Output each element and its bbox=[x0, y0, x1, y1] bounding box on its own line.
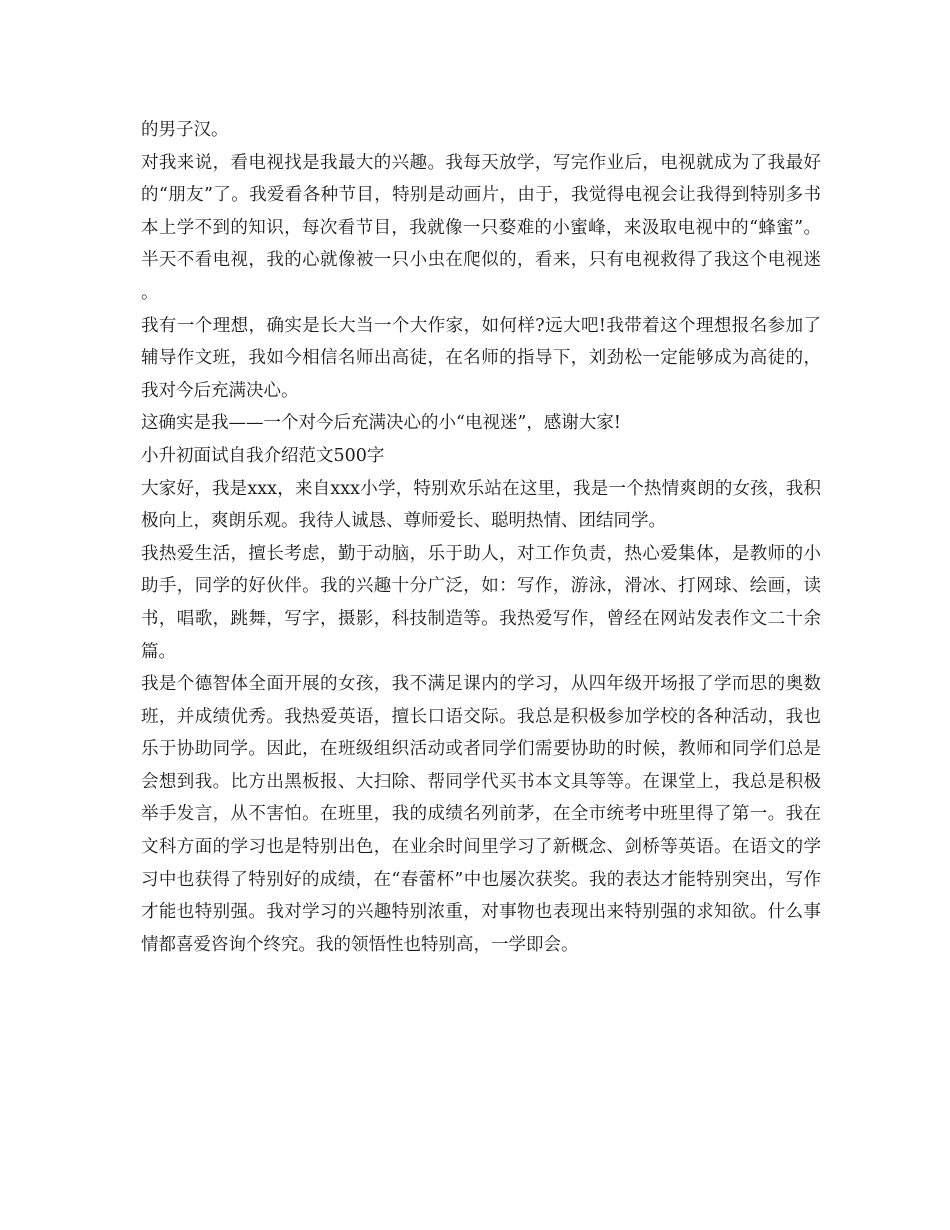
paragraph-dream: 我有一个理想，确实是长大当一个大作家，如何样?远大吧!我带着这个理想报名参加了辅导作文班，我如今相信名师出高徒，在名师的指导下，刘劲松一定能够成为高徒的，我对今后充满决心。 bbox=[141, 315, 821, 401]
document-body bbox=[141, 114, 821, 961]
section-heading: 小升初面试自我介绍范文500字 bbox=[141, 445, 385, 466]
paragraph-intro: 大家好，我是xxx，来自xxx小学，特别欢乐站在这里，我是一个热情爽朗的女孩，我积极向上，爽朗乐观。我待人诚恳、尊师爱长、聪明热情、团结同学。 bbox=[141, 478, 821, 532]
paragraph-tv-hobby: 对我来说，看电视找是我最大的兴趣。我每天放学，写完作业后，电视就成为了我最好的“朋友”了。我爱看各种节目，特别是动画片，由于，我觉得电视会让我得到特别多书本上学不到的知识，每次看节目，我就像一只婺难的小蜜峰，来汲取电视中的“蜂蜜”。半天不看电视，我的心就像被一只小虫在爬似的，看来，只有电视救得了我这个电视迷。 bbox=[141, 152, 821, 303]
paragraph-achievements: 我是个德智体全面开展的女孩，我不满足课内的学习，从四年级开场报了学而思的奥数班，并成绩优秀。我热爱英语，擅长口语交际。我总是积极参加学校的各种活动，我也乐于协助同学。因此，在班级组织活动或者同学们需要协助的时候，教师和同学们总是会想到我。比方出黑板报、大扫除、帮同学代买书本文具等等。在课堂上，我总是积极举手发言，从不害怕。在班里，我的成绩名列前茅，在全市统考中班里得了第一。我在文科方面的学习也是特别出色，在业余时间里学习了新概念、剑桥等英语。在语文的学习中也获得了特别好的成绩，在“春蕾杯”中也屡次获奖。我的表达才能特别突出，写作才能也特别强。我对学习的兴趣特别浓重，对事物也表现出来特别强的求知欲。什么事情都喜爱咨询个终究。我的领悟性也特别高，一学即会。 bbox=[141, 674, 821, 955]
paragraph-continuation: 的男子汉。 bbox=[141, 120, 229, 140]
paragraph-interests: 我热爱生活，擅长考虑，勤于动脑，乐于助人，对工作负责，热心爱集体，是教师的小助手，同学的好伙伴。我的兴趣十分广泛，如：写作，游泳，滑冰、打网球、绘画，读书，唱歌，跳舞，写字，摄影，科技制造等。我热爱写作，曾经在网站发表作文二十余篇。 bbox=[141, 543, 821, 662]
paragraph-closing: 这确实是我——一个对今后充满决心的小“电视迷”，感谢大家! bbox=[141, 413, 621, 434]
